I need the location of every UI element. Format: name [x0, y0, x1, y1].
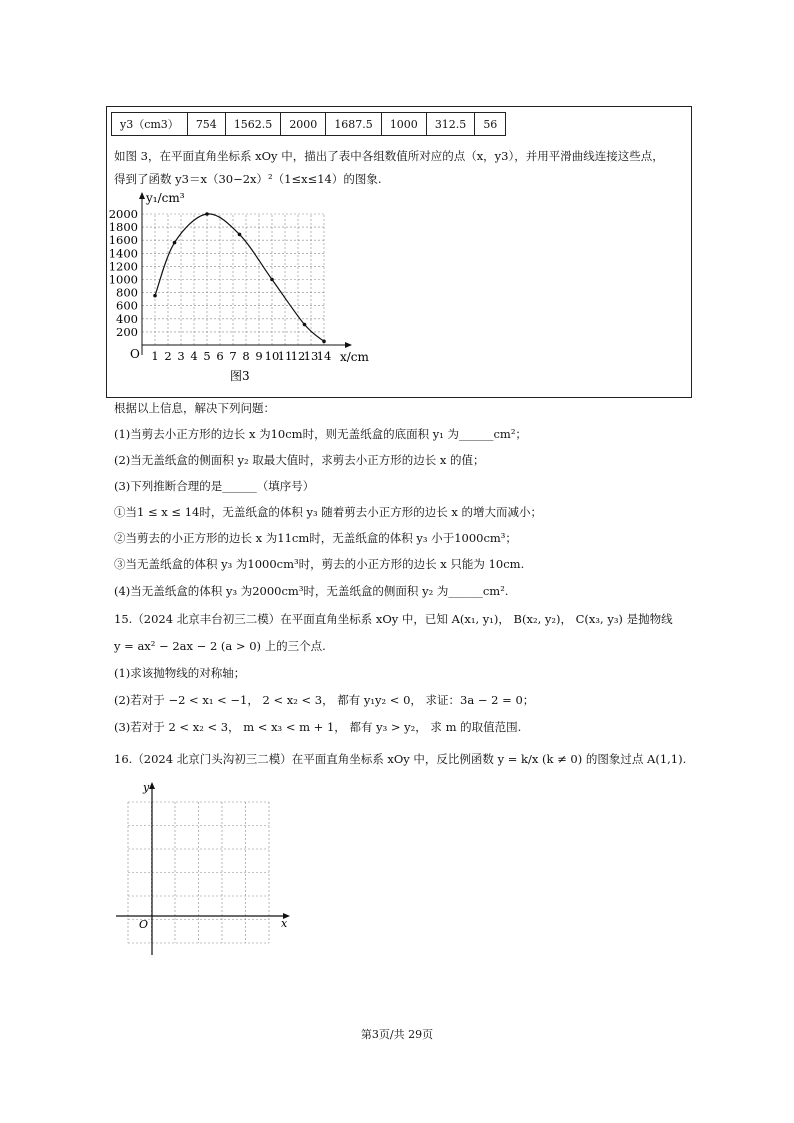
chart-y-label: y₁/cm³ — [146, 191, 185, 205]
table-header-cell: y3（cm3） — [112, 113, 188, 136]
y-tick-label: 1200 — [108, 259, 138, 274]
option-3: ③当无盖纸盒的体积 y₃ 为1000cm³时，剪去的小正方形的边长 x 只能为 10cm. — [114, 557, 525, 571]
x-tick-label: 6 — [216, 349, 224, 363]
x-tick-label: 1 — [151, 349, 159, 363]
y-tick-label: 600 — [116, 298, 138, 313]
x-tick-label: 3 — [177, 349, 185, 363]
x-tick-label: 9 — [255, 349, 263, 363]
question-1: (1)当剪去小正方形的边长 x 为10cm时，则无盖纸盒的底面积 y₁ 为______cm²； — [114, 427, 527, 441]
y-tick-label: 1000 — [108, 272, 138, 287]
problem-15-q3: (3)若对于 2 < x₂ < 3， m < x₃ < m + 1， 都有 y₃ > y₂， 求 m 的取值范围. — [114, 720, 522, 734]
x-tick-label: 11 — [277, 349, 293, 363]
table-cell: 2000 — [281, 113, 326, 136]
x-tick-label: 2 — [164, 349, 172, 363]
problem-16-line-1: 16.（2024 北京门头沟初三二模）在平面直角坐标系 xOy 中，反比例函数 y = k/x (k ≠ 0) 的图象过点 A(1,1). — [114, 752, 687, 766]
chart-origin-label: O — [130, 347, 140, 361]
grid-origin-label: O — [139, 918, 149, 931]
y-tick-label: 200 — [116, 324, 138, 339]
chart-x-ticks — [151, 349, 331, 363]
grid-y-label: y — [143, 781, 150, 794]
chart-x-label: x/cm — [340, 350, 369, 364]
chart-point — [238, 233, 242, 237]
x-tick-label: 13 — [303, 349, 319, 363]
page-footer: 第3页/共 29页 — [360, 1028, 434, 1041]
problem-15-q1: (1)求该抛物线的对称轴； — [114, 666, 246, 680]
chart-point — [173, 241, 177, 245]
chart-point — [303, 323, 307, 327]
chart-grid — [142, 214, 324, 345]
chart-point — [322, 340, 326, 344]
y-tick-label: 1600 — [108, 233, 138, 248]
x-tick-label: 12 — [290, 349, 306, 363]
y-tick-label: 800 — [116, 285, 138, 300]
problem-16-grid — [108, 780, 298, 960]
table-cell: 1687.5 — [326, 113, 382, 136]
values-table — [111, 112, 506, 136]
chart-axes — [139, 192, 352, 355]
table-row — [112, 113, 506, 136]
problem-15-line-1: 15.（2024 北京丰台初三二模）在平面直角坐标系 xOy 中，已知 A(x₁, y₁)， B(x₂, y₂)， C(x₃, y₃) 是抛物线 — [114, 612, 673, 626]
y-axis-arrow-icon — [149, 782, 155, 789]
figure-3-chart — [106, 190, 396, 390]
x-tick-label: 7 — [229, 349, 237, 363]
y-tick-label: 2000 — [108, 207, 138, 221]
x-tick-label: 14 — [316, 349, 332, 363]
option-2: ②当剪去的小正方形的边长 x 为11cm时，无盖纸盒的体积 y₃ 小于1000cm³； — [114, 531, 517, 545]
figure-3-desc-1: 如图 3，在平面直角坐标系 xOy 中，描出了表中各组数值所对应的点（x，y3），并用平滑曲线连接这些点， — [114, 149, 664, 163]
grid-x-label: x — [281, 917, 288, 930]
y-tick-label: 1800 — [108, 220, 138, 235]
chart-title: 图3 — [230, 369, 250, 383]
table-cell: 1000 — [381, 113, 426, 136]
x-tick-label: 10 — [264, 349, 280, 363]
option-1: ①当1 ≤ x ≤ 14时，无盖纸盒的体积 y₃ 随着剪去小正方形的边长 x 的增大而减小； — [114, 505, 543, 519]
chart-point — [270, 278, 274, 282]
x-tick-label: 8 — [242, 349, 250, 363]
question-2: (2)当无盖纸盒的侧面积 y₂ 取最大值时，求剪去小正方形的边长 x 的值； — [114, 453, 485, 467]
x-tick-label: 4 — [190, 349, 198, 363]
question-4: (4)当无盖纸盒的体积 y₃ 为2000cm³时，无盖纸盒的侧面积 y₂ 为______cm². — [114, 584, 509, 598]
table-cell: 56 — [475, 113, 506, 136]
chart-y-ticks — [109, 207, 138, 339]
chart-point — [205, 212, 209, 216]
chart-points — [153, 212, 326, 343]
x-tick-label: 5 — [203, 349, 211, 363]
question-3: (3)下列推断合理的是______（填序号） — [114, 479, 315, 493]
intro-text: 根据以上信息，解决下列问题： — [114, 401, 275, 415]
figure-3-desc-2: 得到了函数 y3＝x（30−2x）²（1≤x≤14）的图象. — [114, 172, 382, 186]
grid-lines — [128, 802, 269, 943]
problem-15-q2: (2)若对于 −2 < x₁ < −1， 2 < x₂ < 3， 都有 y₁y₂ < 0， 求证：3a − 2 = 0； — [114, 693, 535, 707]
table-cell: 754 — [187, 113, 225, 136]
problem-15-line-2: y = ax² − 2ax − 2 (a > 0) 上的三个点. — [114, 639, 326, 653]
table-cell: 1562.5 — [225, 113, 281, 136]
chart-point — [153, 294, 157, 298]
y-tick-label: 400 — [116, 311, 138, 326]
y-tick-label: 1400 — [108, 246, 138, 261]
table-cell: 312.5 — [426, 113, 475, 136]
